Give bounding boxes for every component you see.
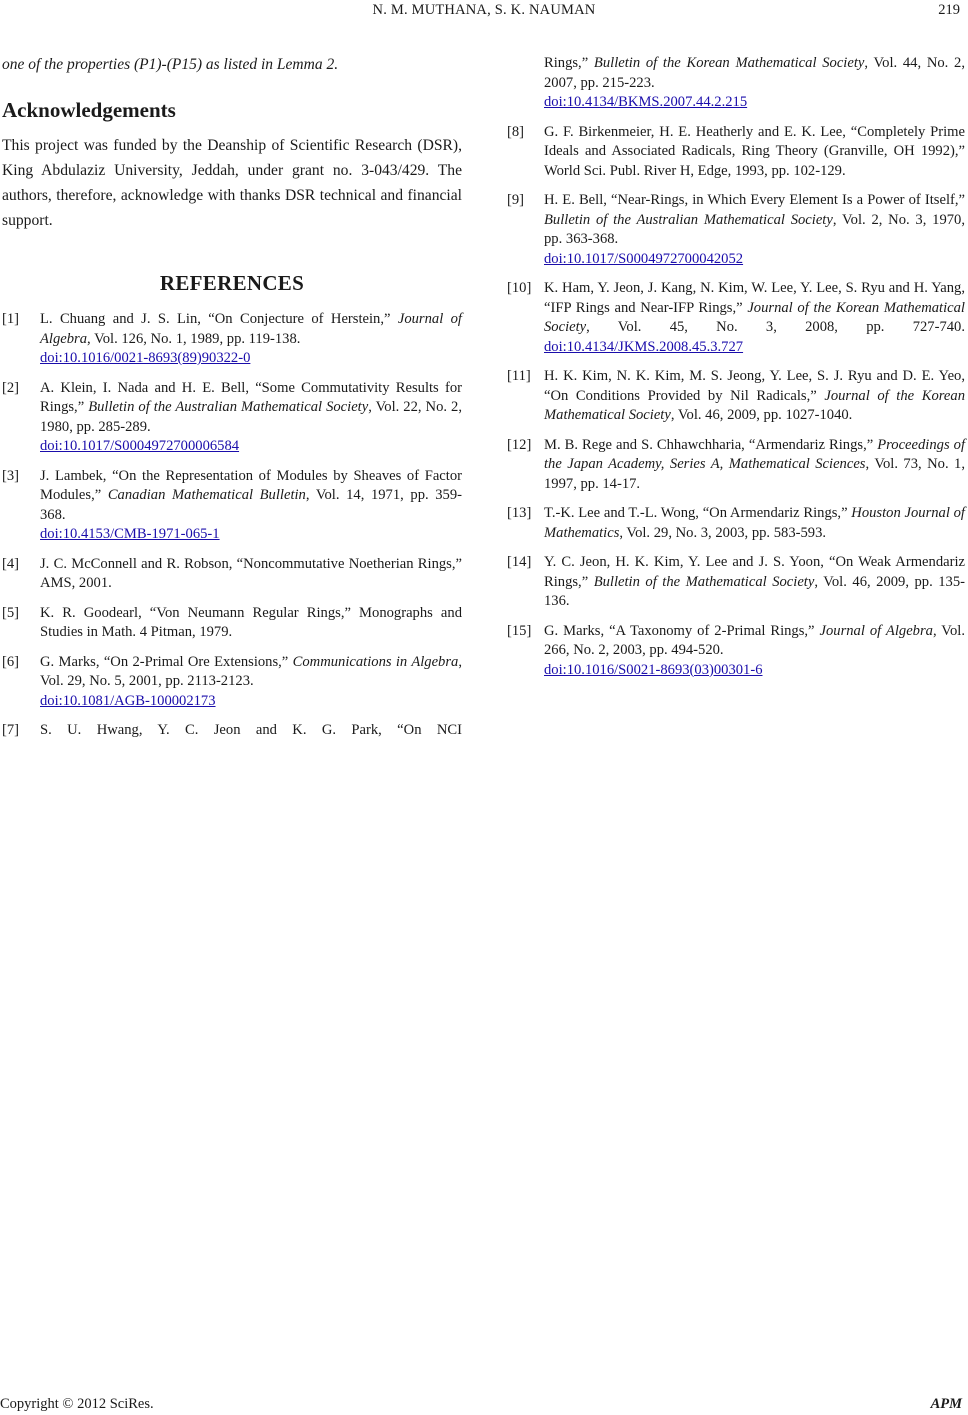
reference-journal: Bulletin of the Australian Mathematical Society xyxy=(544,211,833,228)
reference-text xyxy=(40,379,462,457)
reference-text: J. C. McConnell and R. Robson, “Noncommutative Noetherian Rings,” AMS, 2001. xyxy=(40,555,462,591)
references-heading: REFERENCES xyxy=(159,271,305,295)
reference-continued-title: Rings,” xyxy=(544,55,594,71)
left-column xyxy=(2,54,462,751)
reference-details: , Vol. 2, No. 3, 1970, pp. 363-368. xyxy=(544,211,965,247)
reference-number: [1] xyxy=(2,311,20,327)
reference-authors-title: K. Ham, Y. Jeon, J. Kang, N. Kim, W. Lee, Y. Lee, S. Ryu and H. Yang, “IFP Rings and Near-IFP Rings,” xyxy=(544,280,965,316)
reference-journal: Bulletin of the Korean Mathematical Society xyxy=(593,55,865,71)
reference-details: , Vol. 46, 2009, pp. 1027-1040. xyxy=(670,407,853,423)
reference-number: [13] xyxy=(507,505,532,521)
acknowledgements-heading: Acknowledgements xyxy=(2,98,176,122)
reference-details: , Vol. 29, No. 5, 2001, pp. 2113-2123. xyxy=(40,653,462,689)
reference-authors-title: G. Marks, “A Taxonomy of 2-Primal Rings,” xyxy=(544,622,820,639)
reference-authors-title: J. Lambek, “On the Representation of Modules by Sheaves of Factor Modules,” xyxy=(40,467,462,503)
reference-journal: Journal of Algebra xyxy=(40,311,462,347)
copyright-notice: Copyright © 2012 SciRes. xyxy=(0,1396,154,1412)
reference-text xyxy=(40,467,462,545)
reference-item xyxy=(507,191,965,269)
reference-number: [6] xyxy=(2,653,20,670)
reference-details: , Vol. 46, 2009, pp. 135-136. xyxy=(544,573,965,609)
running-header-authors: N. M. MUTHANA, S. K. NAUMAN xyxy=(372,2,596,18)
reference-details: , Vol. 73, No. 1, 1997, pp. 14-17. xyxy=(544,456,966,492)
reference-details: , Vol. 126, No. 1, 1989, pp. 119-138. xyxy=(87,330,301,347)
reference-text xyxy=(40,653,462,712)
reference-item xyxy=(2,467,462,545)
reference-details: , Vol. 29, No. 3, 2003, pp. 583-593. xyxy=(619,524,827,541)
reference-number: [2] xyxy=(2,379,20,396)
reference-number: [5] xyxy=(2,604,20,621)
doi-link[interactable]: doi:10.4153/CMB-1971-065-1 xyxy=(40,526,220,542)
reference-item xyxy=(507,622,965,681)
reference-number: [8] xyxy=(507,123,525,140)
reference-text xyxy=(544,191,965,269)
page-number: 219 xyxy=(938,2,960,18)
reference-number: [15] xyxy=(507,622,532,639)
reference-details: , Vol. 45, No. 3, 2008, pp. 727-740. xyxy=(586,319,965,335)
reference-journal: Houston Journal of Mathematics xyxy=(544,505,965,541)
reference-authors-title: Y. C. Jeon, H. K. Kim, Y. Lee and J. S. Yoon, “On Weak Armendariz Rings,” xyxy=(544,554,965,590)
reference-text xyxy=(544,622,965,681)
reference-text xyxy=(544,436,965,495)
reference-authors-title: H. E. Bell, “Near-Rings, in Which Every Element Is a Power of Itself,” xyxy=(544,192,965,208)
reference-number: [10] xyxy=(507,280,532,296)
reference-journal: Communications in Algebra xyxy=(292,653,459,670)
reference-item xyxy=(507,279,965,357)
reference-details: , Vol. 266, No. 2, 2003, pp. 494-520. xyxy=(544,622,965,658)
reference-text: K. R. Goodearl, “Von Neumann Regular Rings,” Monographs and Studies in Math. 4 Pitman, 1979. xyxy=(40,604,462,640)
reference-authors-title: G. Marks, “On 2-Primal Ore Extensions,” xyxy=(40,653,293,670)
doi-link[interactable]: doi:10.1017/S0004972700006584 xyxy=(40,438,240,454)
reference-item xyxy=(507,553,965,612)
reference-item xyxy=(507,504,965,543)
doi-link[interactable]: doi:10.1016/0021-8693(89)90322-0 xyxy=(40,350,251,366)
reference-number: [11] xyxy=(507,368,531,384)
doi-link[interactable]: doi:10.4134/BKMS.2007.44.2.215 xyxy=(544,94,748,110)
reference-authors-title: M. B. Rege and S. Chhawchharia, “Armendariz Rings,” xyxy=(544,436,878,453)
reference-number: [14] xyxy=(507,554,532,570)
reference-journal: Canadian Mathematical Bulletin xyxy=(107,487,306,503)
reference-text xyxy=(544,367,965,426)
journal-abbreviation: APM xyxy=(930,1396,962,1412)
reference-item xyxy=(2,604,462,643)
reference-text xyxy=(544,504,965,543)
reference-number: [9] xyxy=(507,192,525,208)
right-column xyxy=(507,54,965,690)
reference-journal: Bulletin of the Mathematical Society xyxy=(593,573,815,590)
reference-item xyxy=(2,555,462,594)
reference-number: [12] xyxy=(507,436,532,453)
reference-journal: Bulletin of the Australian Mathematical Society xyxy=(88,399,369,415)
reference-text xyxy=(544,279,965,357)
reference-details: , Vol. 14, 1971, pp. 359-368. xyxy=(40,487,462,523)
acknowledgements-body: This project was funded by the Deanship of Scientific Research (DSR), King Abdulaziz University, Jeddah, under grant no. 3-043/429. The authors, therefore, acknowledge with thanks DSR technical and financial support. xyxy=(2,137,462,229)
reference-number: [3] xyxy=(2,467,20,484)
reference-text xyxy=(40,310,462,369)
reference-item xyxy=(507,436,965,495)
reference-text xyxy=(544,553,965,612)
reference-item xyxy=(2,721,462,741)
reference-journal: Journal of the Korean Mathematical Society xyxy=(544,299,965,335)
reference-authors-title: A. Klein, I. Nada and H. E. Bell, “Some Commutativity Results for Rings,” xyxy=(40,379,462,415)
reference-continued xyxy=(544,54,965,113)
reference-item xyxy=(2,653,462,712)
reference-number: [4] xyxy=(2,555,20,572)
reference-journal: Journal of the Korean Mathematical Society xyxy=(544,387,965,423)
reference-item xyxy=(507,123,965,182)
reference-authors-title: H. K. Kim, N. K. Kim, M. S. Jeong, Y. Lee, S. J. Ryu and D. E. Yeo, “On Conditions Provided by Nil Radicals,” xyxy=(544,368,965,404)
doi-link[interactable]: doi:10.1081/AGB-100002173 xyxy=(40,692,216,709)
reference-text: G. F. Birkenmeier, H. E. Heatherly and E. K. Lee, “Completely Prime Ideals and Associated Radicals, Ring Theory (Granville, OH 1992),” World Sci. Publ. River H, Edge, 1993, pp. 102-129. xyxy=(544,123,965,179)
reference-item xyxy=(507,367,965,426)
reference-details: , Vol. 22, No. 2, 1980, pp. 285-289. xyxy=(40,399,462,435)
reference-item xyxy=(2,310,462,369)
doi-link[interactable]: doi:10.4134/JKMS.2008.45.3.727 xyxy=(544,338,744,355)
reference-number: [7] xyxy=(2,722,20,738)
reference-journal: Proceedings of the Japan Academy, Series A, Mathematical Sciences xyxy=(544,436,966,472)
reference-text: S. U. Hwang, Y. C. Jeon and K. G. Park, “On NCI xyxy=(40,722,462,738)
reference-details: , Vol. 44, No. 2, 2007, pp. 215-223. xyxy=(544,55,965,91)
lead-sentence: one of the properties (P1)-(P15) as listed in Lemma 2. xyxy=(2,56,339,73)
doi-link[interactable]: doi:10.1016/S0021-8693(03)00301-6 xyxy=(544,661,763,678)
reference-item xyxy=(2,379,462,457)
doi-link[interactable]: doi:10.1017/S0004972700042052 xyxy=(544,250,744,267)
reference-authors-title: L. Chuang and J. S. Lin, “On Conjecture of Herstein,” xyxy=(40,311,398,327)
reference-authors-title: T.-K. Lee and T.-L. Wong, “On Armendariz Rings,” xyxy=(544,505,852,521)
reference-journal: Journal of Algebra xyxy=(819,622,933,639)
